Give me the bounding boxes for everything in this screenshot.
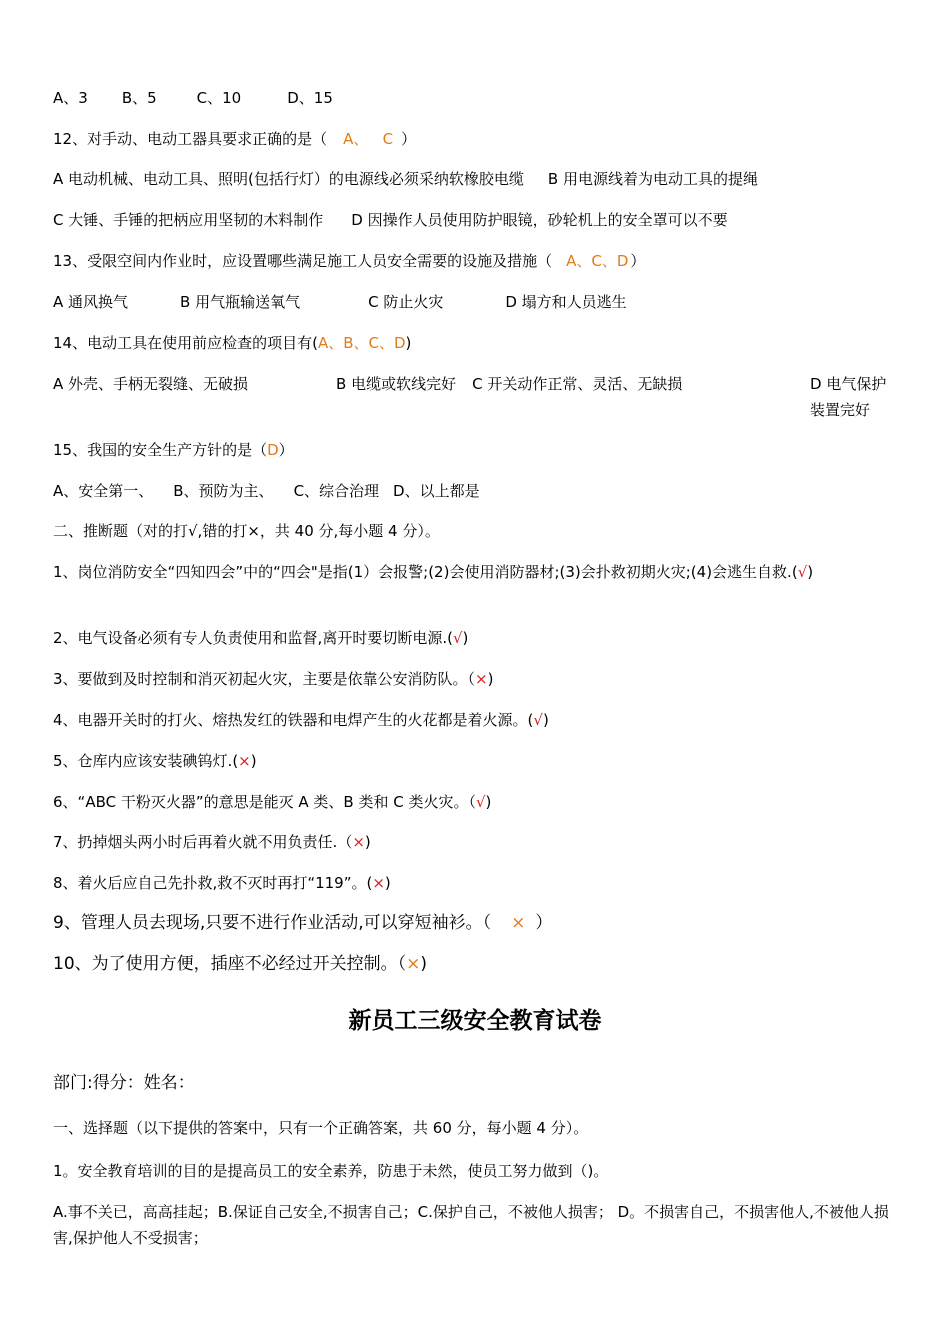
option-b: B 电缆或软线完好: [336, 375, 457, 393]
answer: D: [267, 441, 279, 459]
judge-item-7: [53, 829, 898, 855]
exam-meta-line: 部门:得分：姓名：: [53, 1073, 195, 1093]
question-1: 1。安全教育培训的目的是提高员工的安全素养，防患于未然，使员工努力做到（)。: [53, 1162, 609, 1180]
judge-text: 10、为了使用方便，插座不必经过开关控制。（: [53, 954, 407, 974]
question-text: 14、电动工具在使用前应检查的项目有(: [53, 334, 318, 352]
option-d: D 电气保护装置完好: [810, 375, 887, 419]
close-paren: ): [485, 793, 492, 811]
judge-text: 6、“ABC 干粉灭火器”的意思是能灭 A 类、B 类和 C 类火灾。（: [53, 793, 476, 811]
close-paren: ): [462, 629, 469, 647]
question-12-options-row2: [53, 207, 898, 233]
judge-text: 7、扔掉烟头两小时后再着火就不用负责任.（: [53, 833, 353, 851]
judge-answer: ×: [238, 752, 251, 770]
option-c: C 开关动作正常、灵活、无缺损: [472, 375, 683, 393]
close-paren: ): [364, 833, 371, 851]
question-15: [53, 437, 898, 463]
judge-text: 4、电器开关时的打火、熔热发红的铁器和电焊产生的火花都是着火源。(: [53, 711, 534, 729]
option-c: C、综合治理: [293, 482, 380, 500]
judge-item-6: [53, 789, 898, 815]
judge-answer: ×: [372, 874, 385, 892]
judge-answer: √: [452, 629, 463, 647]
prev-question-options: [53, 85, 898, 111]
question-text: 15、我国的安全生产方针的是（: [53, 441, 268, 459]
option-d: D、15: [287, 89, 333, 107]
exam-title: 新员工三级安全教育试卷: [348, 1007, 602, 1034]
option-c: C 防止火灾: [368, 293, 444, 311]
question-text: 12、对手动、电动工器具要求正确的是（: [53, 130, 328, 148]
option-b: B、预防为主、: [173, 482, 274, 500]
answer: A、B、C、D: [317, 334, 406, 352]
option-a: A 外壳、手柄无裂缝、无破损: [53, 375, 249, 393]
question-text: 13、受限空间内作业时，应设置哪些满足施工人员安全需要的设施及措施（: [53, 252, 553, 270]
judge-answer: √: [475, 793, 486, 811]
judge-item-1: [53, 559, 898, 585]
question-15-options: [53, 478, 898, 504]
question-12-options-row1: [53, 166, 898, 192]
close-paren: ）: [630, 252, 646, 270]
option-a: A 电动机械、电动工具、照明(包括行灯）的电源线必须采纳软橡胶电缆: [53, 170, 524, 188]
option-c: C 大锤、手锤的把柄应用坚韧的木料制作: [53, 211, 324, 229]
option-c: C、10: [196, 89, 242, 107]
option-b: B、5: [121, 89, 157, 107]
close-paren: ): [384, 874, 391, 892]
option-b: B 用电源线着为电动工具的提绳: [547, 170, 758, 188]
question-1-options: A.事不关已，高高挂起；B.保证自己安全,不损害自己；C.保护自己，不被他人损害； D。不损害自己，不损害他人,不被他人损害,保护他人不受损害；: [53, 1203, 889, 1247]
judge-text: 2、电气设备必须有专人负责使用和监督,离开时要切断电源.(: [53, 629, 453, 647]
judge-item-3: [53, 666, 898, 692]
judge-item-2: [53, 625, 898, 651]
option-b: B 用气瓶输送氧气: [180, 293, 301, 311]
judge-item-5: [53, 748, 898, 774]
question-14-option-d-start: [810, 371, 898, 423]
judge-answer: √: [533, 711, 543, 729]
judge-text: 1、岗位消防安全“四知四会”中的“四会"是指(1）会报警;(2)会使用消防器材;(3)会扑救初期火灾;(4)会逃生自救.(: [53, 563, 798, 581]
close-paren: ）: [535, 913, 553, 933]
option-a: A、3: [53, 89, 88, 107]
judge-answer: ×: [511, 913, 526, 933]
option-a: A、安全第一、: [53, 482, 154, 500]
judge-item-10: [53, 951, 898, 977]
judge-text: 5、仓库内应该安装碘钨灯.(: [53, 752, 239, 770]
judge-answer: ×: [475, 670, 488, 688]
judge-item-9: [53, 910, 898, 936]
judge-text: 8、着火后应自己先扑救,救不灭时再打“119”。(: [53, 874, 373, 892]
question-12: [53, 126, 898, 152]
close-paren: ): [405, 334, 412, 352]
close-paren: ）: [401, 130, 417, 148]
close-paren: ): [420, 954, 428, 974]
question-13: [53, 248, 898, 274]
close-paren: ): [487, 670, 494, 688]
question-14-options-row1: [53, 371, 898, 397]
option-d: D 因操作人员使用防护眼镜，砂轮机上的安全罩可以不要: [351, 211, 728, 229]
judge-answer: ×: [352, 833, 365, 851]
close-paren: ): [807, 563, 814, 581]
answer: A、 C: [343, 130, 394, 148]
close-paren: ): [542, 711, 549, 729]
judge-answer: √: [797, 563, 808, 581]
judge-text: 3、要做到及时控制和消灭初起火灾，主要是依靠公安消防队。（: [53, 670, 476, 688]
option-a: A 通风换气: [53, 293, 129, 311]
option-d: D、以上都是: [393, 482, 480, 500]
judge-answer: ×: [406, 954, 421, 974]
section-2-heading: 二、推断题（对的打√,错的打×，共 40 分,每小题 4 分）。: [53, 522, 440, 540]
question-13-options: [53, 289, 898, 315]
judge-text: 9、管理人员去现场,只要不进行作业活动,可以穿短袖衫。（: [53, 913, 492, 933]
close-paren: ）: [278, 441, 294, 459]
judge-item-4: [53, 707, 898, 733]
option-d: D 塌方和人员逃生: [505, 293, 627, 311]
judge-item-8: [53, 870, 898, 896]
close-paren: ): [250, 752, 257, 770]
section-1-heading: 一、选择题（以下提供的答案中，只有一个正确答案，共 60 分，每小题 4 分）。: [53, 1119, 589, 1137]
question-14: [53, 330, 898, 356]
answer: A、C、D: [566, 252, 629, 270]
